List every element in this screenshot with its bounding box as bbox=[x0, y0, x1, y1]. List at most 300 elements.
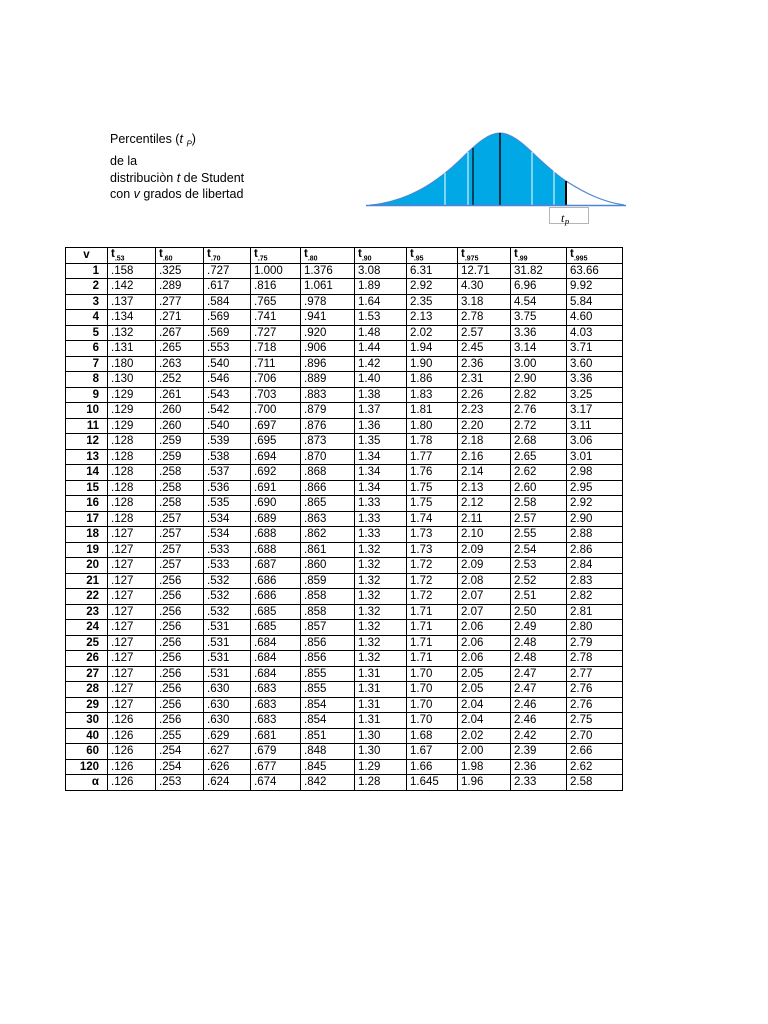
table-cell: 2.13 bbox=[407, 310, 458, 326]
table-cell: .889 bbox=[301, 372, 355, 388]
table-cell: 2.82 bbox=[511, 387, 567, 403]
table-cell: 1.31 bbox=[355, 713, 407, 729]
table-cell: 2.68 bbox=[511, 434, 567, 450]
table-cell: 12.71 bbox=[458, 263, 511, 279]
table-cell: 1.80 bbox=[407, 418, 458, 434]
table-cell: .681 bbox=[251, 728, 301, 744]
table-cell: .683 bbox=[251, 713, 301, 729]
table-cell: 2.08 bbox=[458, 573, 511, 589]
table-cell: .257 bbox=[156, 558, 204, 574]
table-cell: .256 bbox=[156, 635, 204, 651]
table-cell: 2.12 bbox=[458, 496, 511, 512]
table-cell: 2.76 bbox=[567, 697, 623, 713]
table-row bbox=[66, 728, 623, 744]
table-cell: .553 bbox=[204, 341, 251, 357]
table-cell: 1.30 bbox=[355, 744, 407, 760]
table-cell: .254 bbox=[156, 759, 204, 775]
table-cell: .862 bbox=[301, 527, 355, 543]
table-cell: .126 bbox=[108, 728, 156, 744]
table-cell: .532 bbox=[204, 573, 251, 589]
table-cell: .126 bbox=[108, 744, 156, 760]
table-cell: .674 bbox=[251, 775, 301, 791]
title-line-4: con v grados de libertad bbox=[110, 187, 244, 201]
table-cell: .859 bbox=[301, 573, 355, 589]
table-cell: 1.71 bbox=[407, 620, 458, 636]
table-cell: .128 bbox=[108, 434, 156, 450]
t-percentile-table bbox=[65, 247, 623, 791]
table-cell: 1.72 bbox=[407, 589, 458, 605]
table-cell: 2.42 bbox=[511, 728, 567, 744]
row-dof: 11 bbox=[66, 418, 108, 434]
table-cell: .741 bbox=[251, 310, 301, 326]
table-cell: .131 bbox=[108, 341, 156, 357]
table-cell: .255 bbox=[156, 728, 204, 744]
table-cell: 1.76 bbox=[407, 465, 458, 481]
table-cell: .856 bbox=[301, 635, 355, 651]
table-cell: 1.29 bbox=[355, 759, 407, 775]
table-cell: 1.31 bbox=[355, 666, 407, 682]
table-cell: .542 bbox=[204, 403, 251, 419]
table-cell: 1.83 bbox=[407, 387, 458, 403]
table-cell: .906 bbox=[301, 341, 355, 357]
table-cell: .873 bbox=[301, 434, 355, 450]
table-cell: .130 bbox=[108, 372, 156, 388]
table-cell: 31.82 bbox=[511, 263, 567, 279]
table-cell: .256 bbox=[156, 589, 204, 605]
table-cell: .127 bbox=[108, 558, 156, 574]
table-cell: 2.07 bbox=[458, 604, 511, 620]
table-cell: .540 bbox=[204, 356, 251, 372]
table-cell: .854 bbox=[301, 713, 355, 729]
curve-right-tail bbox=[566, 181, 624, 205]
table-cell: 1.000 bbox=[251, 263, 301, 279]
table-cell: .679 bbox=[251, 744, 301, 760]
table-cell: 1.32 bbox=[355, 604, 407, 620]
table-cell: 2.57 bbox=[511, 511, 567, 527]
table-cell: 1.72 bbox=[407, 558, 458, 574]
table-cell: 2.90 bbox=[511, 372, 567, 388]
table-cell: 2.47 bbox=[511, 682, 567, 698]
row-dof: 23 bbox=[66, 604, 108, 620]
header-row bbox=[66, 248, 623, 264]
table-cell: 2.55 bbox=[511, 527, 567, 543]
table-cell: .128 bbox=[108, 449, 156, 465]
table-cell: 1.31 bbox=[355, 682, 407, 698]
table-row bbox=[66, 496, 623, 512]
table-cell: .848 bbox=[301, 744, 355, 760]
table-cell: .259 bbox=[156, 434, 204, 450]
table-cell: .627 bbox=[204, 744, 251, 760]
table-cell: .128 bbox=[108, 480, 156, 496]
table-cell: .260 bbox=[156, 418, 204, 434]
table-cell: 2.78 bbox=[567, 651, 623, 667]
table-cell: 2.84 bbox=[567, 558, 623, 574]
table-cell: 2.95 bbox=[567, 480, 623, 496]
table-cell: .857 bbox=[301, 620, 355, 636]
table-cell: 3.60 bbox=[567, 356, 623, 372]
table-cell: .126 bbox=[108, 759, 156, 775]
table-cell: .539 bbox=[204, 434, 251, 450]
table-cell: .538 bbox=[204, 449, 251, 465]
table-cell: .256 bbox=[156, 682, 204, 698]
table-cell: 3.36 bbox=[511, 325, 567, 341]
table-cell: .688 bbox=[251, 527, 301, 543]
tp-label: $t_P$ bbox=[549, 207, 589, 224]
table-cell: .684 bbox=[251, 635, 301, 651]
table-cell: 1.37 bbox=[355, 403, 407, 419]
table-cell: 2.26 bbox=[458, 387, 511, 403]
table-row bbox=[66, 511, 623, 527]
table-row bbox=[66, 372, 623, 388]
table-cell: .630 bbox=[204, 697, 251, 713]
table-cell: 2.47 bbox=[511, 666, 567, 682]
table-cell: 2.18 bbox=[458, 434, 511, 450]
table-row bbox=[66, 294, 623, 310]
table-row bbox=[66, 651, 623, 667]
table-cell: .129 bbox=[108, 418, 156, 434]
table-header bbox=[66, 248, 623, 264]
table-cell: 1.67 bbox=[407, 744, 458, 760]
table-cell: 2.52 bbox=[511, 573, 567, 589]
table-cell: 2.98 bbox=[567, 465, 623, 481]
table-cell: .858 bbox=[301, 604, 355, 620]
table-cell: .845 bbox=[301, 759, 355, 775]
row-dof: 9 bbox=[66, 387, 108, 403]
table-cell: 6.96 bbox=[511, 279, 567, 295]
table-row bbox=[66, 465, 623, 481]
table-cell: 1.89 bbox=[355, 279, 407, 295]
table-cell: .531 bbox=[204, 635, 251, 651]
table-cell: .254 bbox=[156, 744, 204, 760]
table-cell: 2.06 bbox=[458, 635, 511, 651]
table-row bbox=[66, 480, 623, 496]
table-cell: 2.05 bbox=[458, 666, 511, 682]
table-cell: .688 bbox=[251, 542, 301, 558]
table-cell: .253 bbox=[156, 775, 204, 791]
table-cell: .129 bbox=[108, 387, 156, 403]
table-cell: .876 bbox=[301, 418, 355, 434]
header-percentile: $t_{.99}$ bbox=[511, 248, 567, 264]
table-cell: .584 bbox=[204, 294, 251, 310]
table-cell: .128 bbox=[108, 465, 156, 481]
row-dof: 120 bbox=[66, 759, 108, 775]
table-cell: 2.77 bbox=[567, 666, 623, 682]
row-dof: 14 bbox=[66, 465, 108, 481]
header-v: v bbox=[66, 248, 108, 264]
table-cell: .265 bbox=[156, 341, 204, 357]
table-cell: .683 bbox=[251, 697, 301, 713]
table-cell: 2.46 bbox=[511, 697, 567, 713]
table-cell: .127 bbox=[108, 589, 156, 605]
table-cell: .816 bbox=[251, 279, 301, 295]
table-cell: 2.66 bbox=[567, 744, 623, 760]
table-cell: .685 bbox=[251, 620, 301, 636]
row-dof: 29 bbox=[66, 697, 108, 713]
table-cell: 2.23 bbox=[458, 403, 511, 419]
table-cell: .127 bbox=[108, 682, 156, 698]
table-cell: .260 bbox=[156, 403, 204, 419]
header-percentile: $t_{.90}$ bbox=[355, 248, 407, 264]
table-cell: 2.65 bbox=[511, 449, 567, 465]
table-cell: 1.32 bbox=[355, 542, 407, 558]
table-cell: .684 bbox=[251, 666, 301, 682]
table-cell: 4.03 bbox=[567, 325, 623, 341]
table-cell: .684 bbox=[251, 651, 301, 667]
table-row bbox=[66, 558, 623, 574]
table-cell: .569 bbox=[204, 310, 251, 326]
table-cell: 2.57 bbox=[458, 325, 511, 341]
table-cell: .711 bbox=[251, 356, 301, 372]
table-row bbox=[66, 604, 623, 620]
table-cell: 2.49 bbox=[511, 620, 567, 636]
table-cell: .630 bbox=[204, 713, 251, 729]
row-dof: 21 bbox=[66, 573, 108, 589]
header-percentile: $t_{.75}$ bbox=[251, 248, 301, 264]
row-dof: 22 bbox=[66, 589, 108, 605]
row-dof: 2 bbox=[66, 279, 108, 295]
table-cell: 2.09 bbox=[458, 558, 511, 574]
table-cell: 1.30 bbox=[355, 728, 407, 744]
table-cell: .855 bbox=[301, 682, 355, 698]
table-row bbox=[66, 775, 623, 791]
header-percentile: $t_{.80}$ bbox=[301, 248, 355, 264]
table-row bbox=[66, 434, 623, 450]
table-cell: .691 bbox=[251, 480, 301, 496]
table-cell: .258 bbox=[156, 496, 204, 512]
table-row bbox=[66, 542, 623, 558]
table-cell: 1.34 bbox=[355, 465, 407, 481]
table-cell: 1.94 bbox=[407, 341, 458, 357]
table-cell: 1.74 bbox=[407, 511, 458, 527]
table-cell: .842 bbox=[301, 775, 355, 791]
table-cell: 3.08 bbox=[355, 263, 407, 279]
table-cell: .692 bbox=[251, 465, 301, 481]
table-row bbox=[66, 341, 623, 357]
table-row bbox=[66, 403, 623, 419]
table-cell: .860 bbox=[301, 558, 355, 574]
table-cell: .689 bbox=[251, 511, 301, 527]
table-cell: .533 bbox=[204, 558, 251, 574]
row-dof: 18 bbox=[66, 527, 108, 543]
table-cell: 3.71 bbox=[567, 341, 623, 357]
table-cell: 2.62 bbox=[567, 759, 623, 775]
table-cell: .978 bbox=[301, 294, 355, 310]
table-cell: 1.90 bbox=[407, 356, 458, 372]
table-cell: 2.60 bbox=[511, 480, 567, 496]
title-line-1: Percentiles (t $_P$) bbox=[110, 132, 196, 149]
table-cell: .252 bbox=[156, 372, 204, 388]
table-cell: .686 bbox=[251, 573, 301, 589]
table-cell: 1.66 bbox=[407, 759, 458, 775]
table-cell: 1.32 bbox=[355, 620, 407, 636]
table-cell: .854 bbox=[301, 697, 355, 713]
table-cell: .256 bbox=[156, 620, 204, 636]
table-cell: .534 bbox=[204, 527, 251, 543]
row-dof: 20 bbox=[66, 558, 108, 574]
row-dof: 5 bbox=[66, 325, 108, 341]
table-cell: 3.14 bbox=[511, 341, 567, 357]
row-dof: 3 bbox=[66, 294, 108, 310]
table-row bbox=[66, 682, 623, 698]
table-cell: .325 bbox=[156, 263, 204, 279]
table-cell: .765 bbox=[251, 294, 301, 310]
table-cell: .896 bbox=[301, 356, 355, 372]
table-cell: .142 bbox=[108, 279, 156, 295]
table-cell: 1.36 bbox=[355, 418, 407, 434]
table-cell: .257 bbox=[156, 527, 204, 543]
table-cell: 2.76 bbox=[511, 403, 567, 419]
table-cell: .727 bbox=[204, 263, 251, 279]
table-cell: 4.60 bbox=[567, 310, 623, 326]
table-cell: 2.00 bbox=[458, 744, 511, 760]
table-cell: .126 bbox=[108, 713, 156, 729]
table-cell: .180 bbox=[108, 356, 156, 372]
table-cell: .624 bbox=[204, 775, 251, 791]
table-cell: 3.75 bbox=[511, 310, 567, 326]
table-cell: 2.51 bbox=[511, 589, 567, 605]
table-cell: 1.34 bbox=[355, 449, 407, 465]
table-cell: .257 bbox=[156, 511, 204, 527]
row-dof: 26 bbox=[66, 651, 108, 667]
table-cell: 1.42 bbox=[355, 356, 407, 372]
table-cell: .851 bbox=[301, 728, 355, 744]
row-dof: 17 bbox=[66, 511, 108, 527]
table-cell: 2.81 bbox=[567, 604, 623, 620]
table-row bbox=[66, 573, 623, 589]
table-cell: .256 bbox=[156, 713, 204, 729]
table-cell: 2.04 bbox=[458, 713, 511, 729]
table-cell: .690 bbox=[251, 496, 301, 512]
table-cell: 2.62 bbox=[511, 465, 567, 481]
table-cell: 1.34 bbox=[355, 480, 407, 496]
table-row bbox=[66, 387, 623, 403]
table-cell: 2.53 bbox=[511, 558, 567, 574]
table-cell: .626 bbox=[204, 759, 251, 775]
table-cell: .158 bbox=[108, 263, 156, 279]
table-body bbox=[66, 263, 623, 790]
table-cell: .261 bbox=[156, 387, 204, 403]
table-cell: 2.20 bbox=[458, 418, 511, 434]
table-cell: 3.36 bbox=[567, 372, 623, 388]
table-cell: 2.36 bbox=[458, 356, 511, 372]
table-cell: .543 bbox=[204, 387, 251, 403]
table-cell: 2.58 bbox=[511, 496, 567, 512]
table-cell: 2.75 bbox=[567, 713, 623, 729]
table-cell: .127 bbox=[108, 604, 156, 620]
table-cell: .537 bbox=[204, 465, 251, 481]
header-percentile: $t_{.60}$ bbox=[156, 248, 204, 264]
table-cell: 6.31 bbox=[407, 263, 458, 279]
table-cell: 2.02 bbox=[458, 728, 511, 744]
table-cell: .128 bbox=[108, 511, 156, 527]
table-cell: .127 bbox=[108, 666, 156, 682]
row-dof: 7 bbox=[66, 356, 108, 372]
table-cell: .534 bbox=[204, 511, 251, 527]
table-cell: .128 bbox=[108, 496, 156, 512]
table-cell: .703 bbox=[251, 387, 301, 403]
table-cell: .531 bbox=[204, 620, 251, 636]
table-cell: .697 bbox=[251, 418, 301, 434]
table-cell: 3.00 bbox=[511, 356, 567, 372]
table-cell: 2.92 bbox=[567, 496, 623, 512]
table-cell: .127 bbox=[108, 527, 156, 543]
row-dof: 13 bbox=[66, 449, 108, 465]
table-row bbox=[66, 620, 623, 636]
table-cell: 1.38 bbox=[355, 387, 407, 403]
table-cell: .256 bbox=[156, 651, 204, 667]
table-cell: 1.28 bbox=[355, 775, 407, 791]
table-cell: .256 bbox=[156, 604, 204, 620]
row-dof: 27 bbox=[66, 666, 108, 682]
table-cell: .718 bbox=[251, 341, 301, 357]
table-cell: 3.01 bbox=[567, 449, 623, 465]
header-percentile: $t_{.95}$ bbox=[407, 248, 458, 264]
header-percentile: $t_{.975}$ bbox=[458, 248, 511, 264]
table-cell: 9.92 bbox=[567, 279, 623, 295]
table-cell: .855 bbox=[301, 666, 355, 682]
table-cell: 2.11 bbox=[458, 511, 511, 527]
table-row bbox=[66, 744, 623, 760]
table-cell: .267 bbox=[156, 325, 204, 341]
row-dof: 10 bbox=[66, 403, 108, 419]
table-cell: .858 bbox=[301, 589, 355, 605]
table-cell: .257 bbox=[156, 542, 204, 558]
table-title bbox=[110, 131, 244, 203]
table-row bbox=[66, 310, 623, 326]
table-cell: .256 bbox=[156, 666, 204, 682]
table-cell: .683 bbox=[251, 682, 301, 698]
table-row bbox=[66, 589, 623, 605]
table-cell: 2.54 bbox=[511, 542, 567, 558]
table-cell: .289 bbox=[156, 279, 204, 295]
table-cell: 1.48 bbox=[355, 325, 407, 341]
header-percentile: $t_{.995}$ bbox=[567, 248, 623, 264]
table-cell: 3.18 bbox=[458, 294, 511, 310]
table-cell: 2.82 bbox=[567, 589, 623, 605]
table-cell: 1.71 bbox=[407, 651, 458, 667]
table-row bbox=[66, 356, 623, 372]
table-cell: 1.061 bbox=[301, 279, 355, 295]
table-cell: .861 bbox=[301, 542, 355, 558]
table-cell: .533 bbox=[204, 542, 251, 558]
table-cell: 1.44 bbox=[355, 341, 407, 357]
table-cell: .258 bbox=[156, 465, 204, 481]
table-cell: .727 bbox=[251, 325, 301, 341]
table-cell: 2.70 bbox=[567, 728, 623, 744]
row-dof: 15 bbox=[66, 480, 108, 496]
table-cell: .870 bbox=[301, 449, 355, 465]
row-dof: 19 bbox=[66, 542, 108, 558]
table-cell: 2.07 bbox=[458, 589, 511, 605]
row-dof: 24 bbox=[66, 620, 108, 636]
table-cell: 1.32 bbox=[355, 573, 407, 589]
table-cell: 1.53 bbox=[355, 310, 407, 326]
table-cell: 2.09 bbox=[458, 542, 511, 558]
table-cell: .127 bbox=[108, 542, 156, 558]
table-cell: 2.58 bbox=[567, 775, 623, 791]
table-cell: .531 bbox=[204, 651, 251, 667]
table-cell: .920 bbox=[301, 325, 355, 341]
table-cell: .127 bbox=[108, 697, 156, 713]
table-cell: 2.33 bbox=[511, 775, 567, 791]
table-cell: .127 bbox=[108, 573, 156, 589]
table-cell: .863 bbox=[301, 511, 355, 527]
table-cell: 2.88 bbox=[567, 527, 623, 543]
table-cell: 1.70 bbox=[407, 666, 458, 682]
table-cell: 2.76 bbox=[567, 682, 623, 698]
table-cell: .706 bbox=[251, 372, 301, 388]
table-row bbox=[66, 713, 623, 729]
